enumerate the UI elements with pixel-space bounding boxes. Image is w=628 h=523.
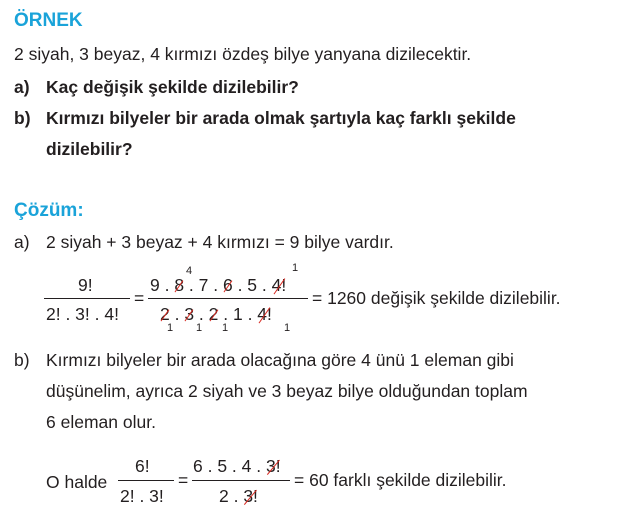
solution-b-line3: 6 eleman olur. [46, 412, 156, 432]
cancel-below-2: 1 [196, 322, 203, 334]
b-frac1-numerator: 6! [135, 456, 150, 476]
struck-6: 6 [222, 275, 233, 295]
cancel-above-2: 1 [292, 262, 299, 274]
question-b-marker: b) [14, 108, 31, 128]
result-b: = 60 farklı şekilde dizilebilir. [294, 470, 507, 490]
solution-b-line2: düşünelim, ayrıca 2 siyah ve 3 beyaz bilye olduğundan toplam [46, 381, 528, 401]
b-frac2-denominator: 2 . 3! [219, 486, 258, 506]
solution-a-line: 2 siyah + 3 beyaz + 4 kırmızı = 9 bilye vardır. [46, 232, 394, 252]
frac2-denominator: 2 . 3 . 2 . 1 . 4! [160, 304, 272, 324]
problem-statement: 2 siyah, 3 beyaz, 4 kırmızı özdeş bilye yanyana dizilecektir. [14, 44, 472, 64]
solution-heading: Çözüm: [14, 200, 84, 221]
question-a-text: Kaç değişik şekilde dizilebilir? [46, 77, 299, 97]
frac1-denominator: 2! . 3! . 4! [46, 304, 119, 324]
struck-4-factorial: 4! [271, 275, 287, 295]
solution-b-line1: Kırmızı bilyeler bir arada olacağına göre 4 ünü 1 eleman gibi [46, 350, 514, 370]
frac1-numerator: 9! [78, 275, 93, 295]
frac2-numerator: 9 . 8 . 7 . 6 . 5 . 4! [150, 275, 287, 295]
struck-2b: 2 [208, 304, 219, 324]
struck-3-factorial-den: 3! [243, 486, 258, 506]
solution-a-marker: a) [14, 232, 30, 252]
cancel-above-1: 4 [186, 265, 193, 277]
cancel-below-1: 1 [167, 322, 174, 334]
struck-4-factorial-den: 4! [257, 304, 272, 324]
b-frac1-denominator: 2! . 3! [120, 486, 164, 506]
cancel-below-4: 1 [284, 322, 291, 334]
equals-sign: = [134, 288, 145, 308]
frac1-bar [44, 298, 130, 299]
struck-2a: 2 [160, 304, 170, 324]
o-halde-label: O halde [46, 472, 108, 492]
b-frac2-numerator: 6 . 5 . 4 . 3! [193, 456, 281, 476]
frac2-bar [148, 298, 308, 299]
struck-3-factorial: 3! [265, 456, 281, 476]
example-heading: ÖRNEK [14, 10, 83, 31]
cancel-below-3: 1 [222, 322, 229, 334]
b-frac1-bar [118, 480, 174, 481]
struck-3: 3 [184, 304, 195, 324]
question-b-line2: dizilebilir? [46, 139, 133, 159]
question-b-line1: Kırmızı bilyeler bir arada olmak şartıyla kaç farklı şekilde [46, 108, 516, 128]
b-frac2-bar [192, 480, 290, 481]
struck-8: 8 [174, 275, 185, 295]
question-a-marker: a) [14, 77, 30, 97]
result-a: = 1260 değişik şekilde dizilebilir. [312, 288, 561, 308]
b-equals-sign: = [178, 470, 189, 490]
solution-b-marker: b) [14, 350, 30, 370]
